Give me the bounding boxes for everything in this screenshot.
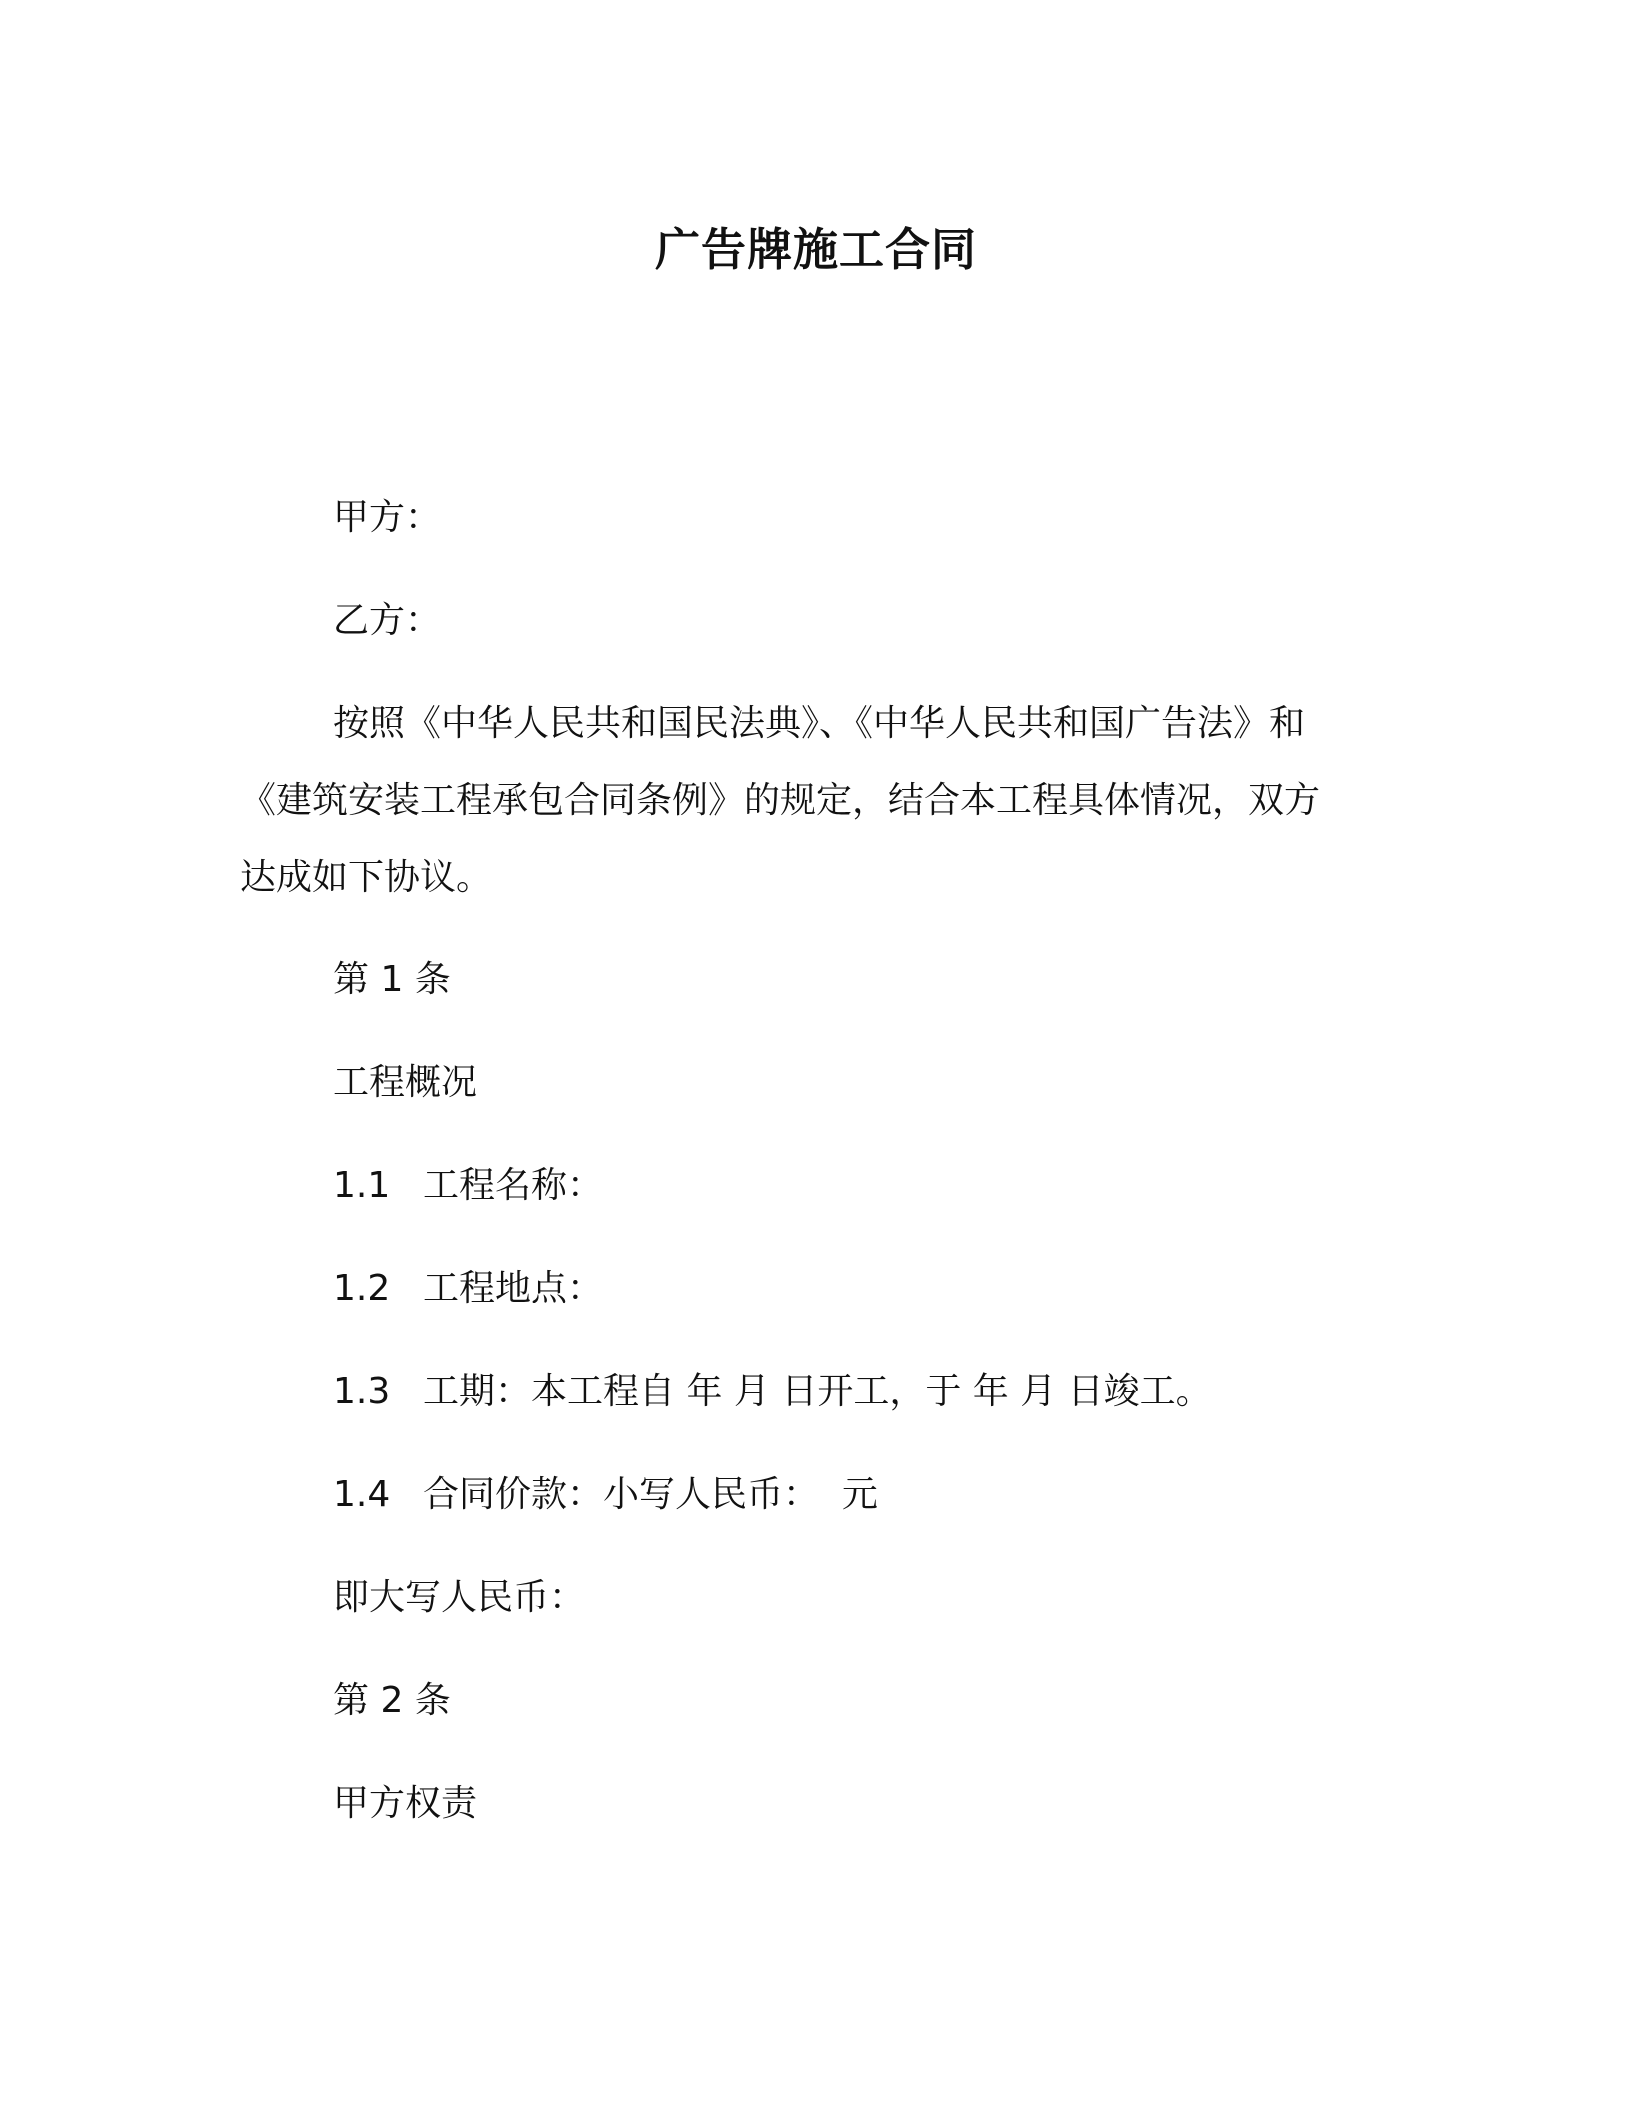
clause-text: 工期：本工程自 年 月 日开工，于 年 月 日竣工。 (423, 1371, 1212, 1412)
clause-text: 工程地点： (423, 1268, 604, 1309)
article-2-heading: 第 2 条 (333, 1680, 451, 1721)
article-1-heading: 第 1 条 (333, 959, 451, 1000)
party-b-label: 乙方： (333, 600, 442, 641)
clause-number: 1.2 (333, 1268, 391, 1309)
intro-line: 《建筑安装工程承包合同条例》的规定，结合本工程具体情况，双方 (240, 780, 1321, 821)
intro-line: 按照《中华人民共和国民法典》、《中华人民共和国广告法》和 (333, 703, 1306, 744)
clause-number: 1.1 (333, 1165, 391, 1206)
document-title: 广告牌施工合同 (654, 223, 977, 276)
clause-1-4 (333, 1471, 878, 1519)
clause-1-3 (333, 1368, 1212, 1416)
clause-number: 1.3 (333, 1371, 391, 1412)
capital-amount-label: 即大写人民币： (333, 1577, 586, 1618)
article-1-title: 工程概况 (333, 1062, 478, 1103)
party-a-label: 甲方： (333, 497, 442, 538)
clause-number: 1.4 (333, 1474, 391, 1515)
clause-text: 工程名称： (423, 1165, 604, 1206)
intro-line: 达成如下协议。 (240, 857, 493, 898)
article-2-title: 甲方权责 (333, 1783, 478, 1824)
clause-text: 合同价款：小写人民币： 元 (423, 1474, 878, 1515)
clause-1-2 (333, 1265, 603, 1313)
clause-1-1 (333, 1162, 603, 1210)
